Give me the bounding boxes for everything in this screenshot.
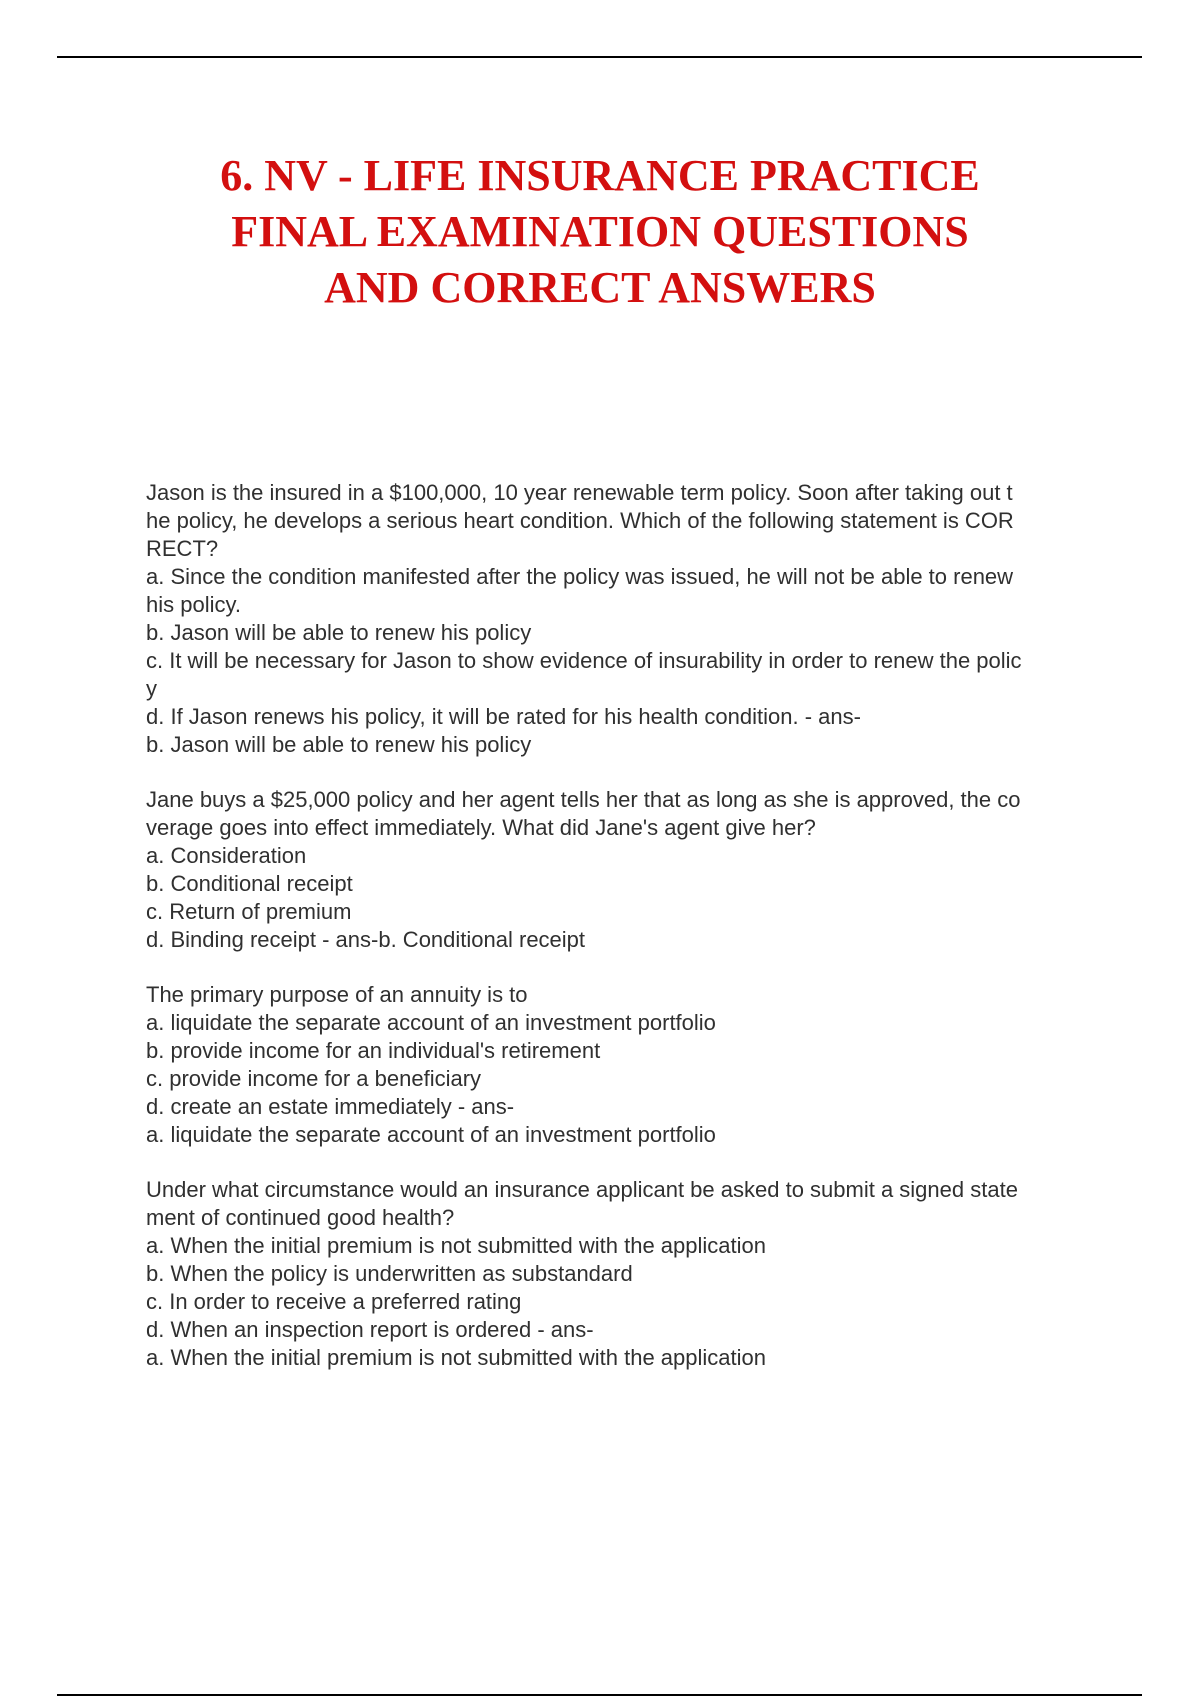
answer-option: his policy. — [146, 592, 241, 617]
question-text: Jason is the insured in a $100,000, 10 year renewable term policy. Soon after taking out t — [146, 480, 1013, 505]
answer-option: b. Conditional receipt — [146, 871, 353, 896]
title-line: FINAL EXAMINATION QUESTIONS — [231, 207, 969, 256]
answer-option: d. If Jason renews his policy, it will be rated for his health condition. - ans- — [146, 704, 861, 729]
answer-option: b. Jason will be able to renew his policy — [146, 620, 532, 645]
answer-option: y — [146, 676, 157, 701]
top-rule — [57, 56, 1142, 58]
answer-option: c. It will be necessary for Jason to show evidence of insurability in order to renew the polic — [146, 648, 1022, 673]
question-block-annuity — [146, 981, 1096, 1149]
correct-answer: a. When the initial premium is not submitted with the application — [146, 1345, 766, 1370]
question-block-conditional-receipt — [146, 786, 1096, 954]
answer-option: d. When an inspection report is ordered - ans- — [146, 1317, 594, 1342]
question-text: he policy, he develops a serious heart condition. Which of the following statement is COR — [146, 508, 1014, 533]
correct-answer: b. Jason will be able to renew his policy — [146, 732, 532, 757]
question-text: The primary purpose of an annuity is to — [146, 982, 528, 1007]
question-text: ment of continued good health? — [146, 1205, 455, 1230]
title-line: AND CORRECT ANSWERS — [324, 263, 876, 312]
question-text: Under what circumstance would an insurance applicant be asked to submit a signed state — [146, 1177, 1018, 1202]
answer-option: d. create an estate immediately - ans- — [146, 1094, 515, 1119]
question-text: verage goes into effect immediately. What did Jane's agent give her? — [146, 815, 816, 840]
answer-option: a. liquidate the separate account of an investment portfolio — [146, 1010, 716, 1035]
question-block-good-health-statement — [146, 1176, 1096, 1372]
answer-option: d. Binding receipt - ans-b. Conditional receipt — [146, 927, 586, 952]
answer-option: b. When the policy is underwritten as substandard — [146, 1261, 633, 1286]
answer-option: b. provide income for an individual's retirement — [146, 1038, 601, 1063]
answer-option: c. Return of premium — [146, 899, 352, 924]
answer-option: a. Consideration — [146, 843, 307, 868]
page-title — [100, 148, 1100, 316]
question-block-renewable-term — [146, 479, 1096, 759]
correct-answer: a. liquidate the separate account of an investment portfolio — [146, 1122, 716, 1147]
answer-option: c. In order to receive a preferred rating — [146, 1289, 522, 1314]
answer-option: a. Since the condition manifested after the policy was issued, he will not be able to renew — [146, 564, 1014, 589]
answer-option: c. provide income for a beneficiary — [146, 1066, 482, 1091]
question-text: Jane buys a $25,000 policy and her agent tells her that as long as she is approved, the co — [146, 787, 1021, 812]
bottom-rule — [57, 1694, 1142, 1696]
answer-option: a. When the initial premium is not submitted with the application — [146, 1233, 766, 1258]
question-text: RECT? — [146, 536, 219, 561]
title-line: 6. NV - LIFE INSURANCE PRACTICE — [220, 151, 980, 200]
